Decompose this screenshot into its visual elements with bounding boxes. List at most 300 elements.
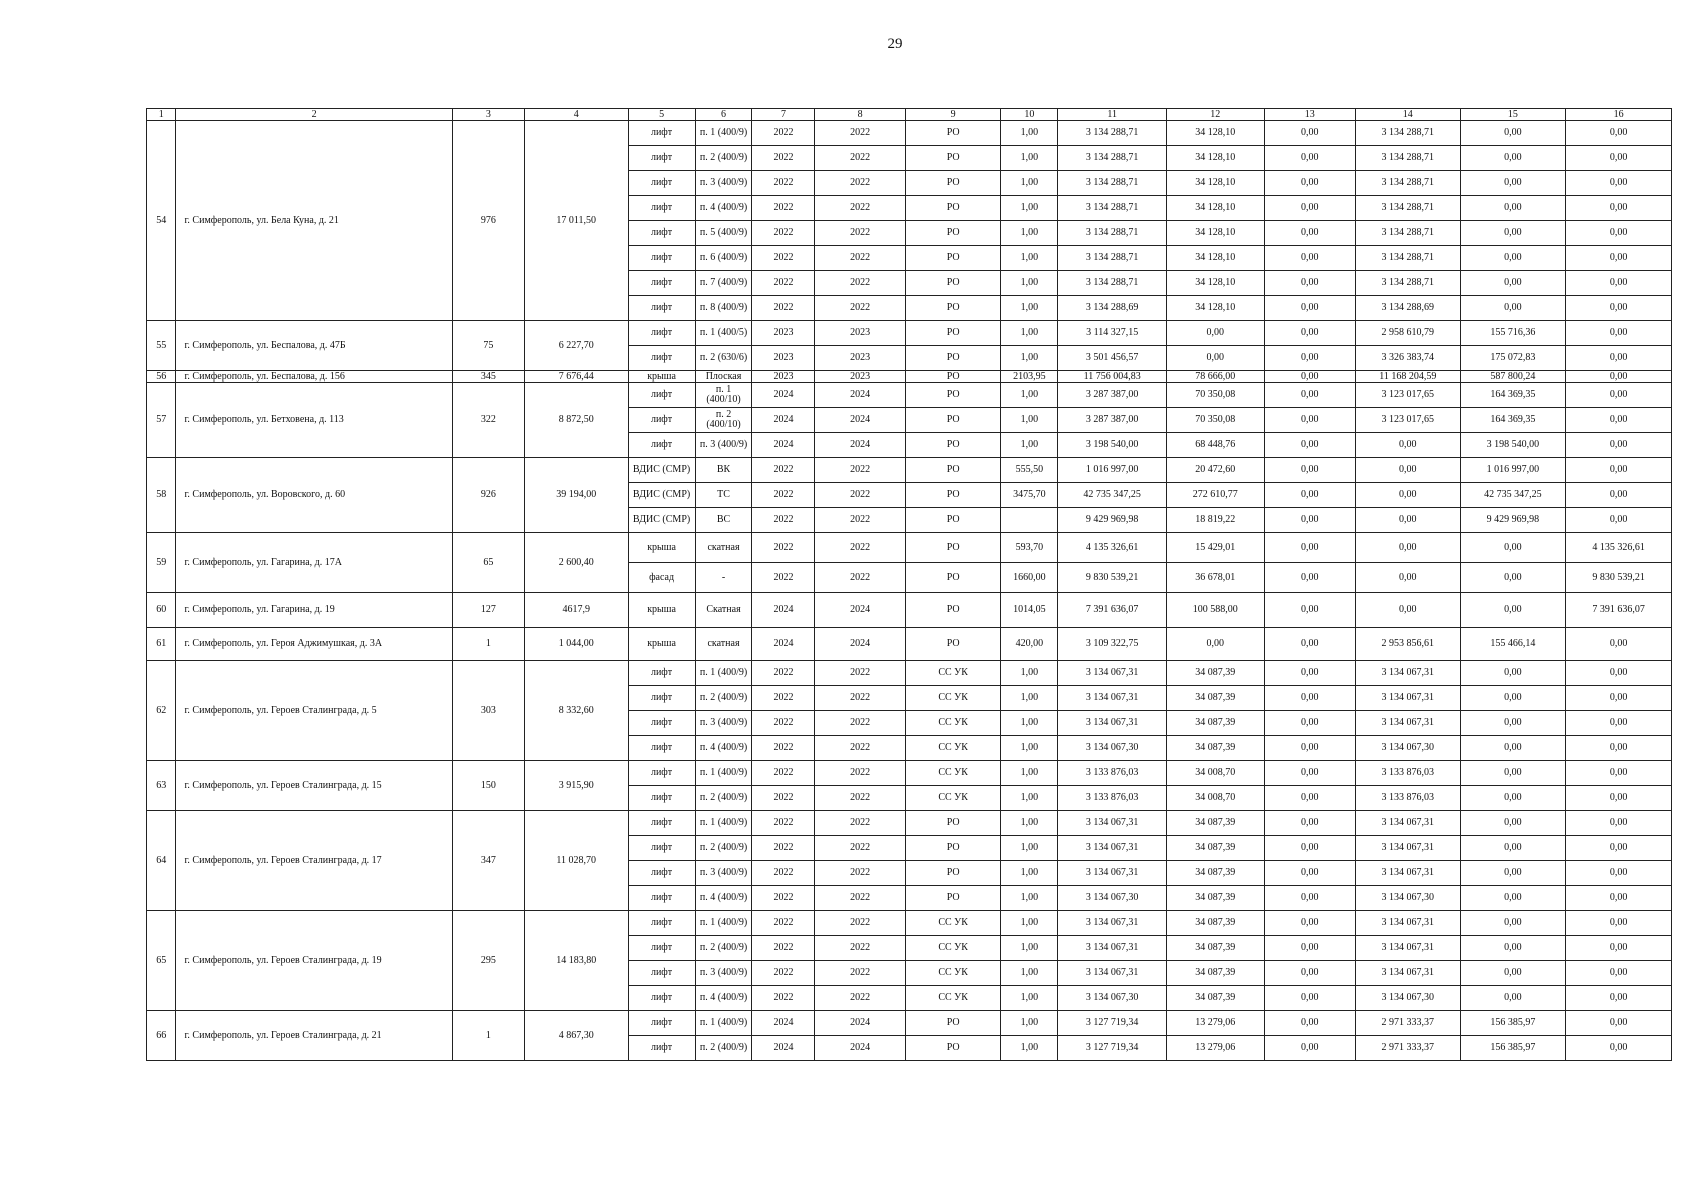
volume: 1,00 [1001,296,1058,321]
fund-col-14: 2 958 610,79 [1355,321,1460,346]
row-number: 58 [147,458,176,533]
fund-col-15: 42 735 347,25 [1460,483,1566,508]
house-area: 8 872,50 [524,383,628,458]
work-type: лифт [628,836,695,861]
fund-col-15: 155 466,14 [1460,628,1566,661]
year-start: 2022 [752,563,815,593]
fund-col-14: 2 971 333,37 [1355,1011,1460,1036]
column-number: 3 [452,109,524,121]
volume: 555,50 [1001,458,1058,483]
volume: 593,70 [1001,533,1058,563]
fund-col-14: 3 326 383,74 [1355,346,1460,371]
fund-col-15: 0,00 [1460,121,1566,146]
design-cost: 34 128,10 [1166,296,1264,321]
fund-col-14: 3 134 067,31 [1355,711,1460,736]
fund-col-13: 0,00 [1264,221,1355,246]
year-end: 2022 [815,146,905,171]
house-address: г. Симферополь, ул. Воровского, д. 60 [176,458,452,533]
year-end: 2022 [815,761,905,786]
year-start: 2022 [752,936,815,961]
fund-col-15: 0,00 [1460,171,1566,196]
column-3-value: 127 [452,593,524,628]
work-detail: п. 4 (400/9) [695,986,752,1011]
financing-source: РО [905,563,1001,593]
fund-col-15: 0,00 [1460,786,1566,811]
column-number: 5 [628,109,695,121]
design-cost: 34 087,39 [1166,811,1264,836]
financing-source: РО [905,483,1001,508]
volume: 1,00 [1001,961,1058,986]
fund-col-13: 0,00 [1264,246,1355,271]
volume: 1,00 [1001,171,1058,196]
year-end: 2024 [815,383,905,408]
fund-col-14: 3 133 876,03 [1355,786,1460,811]
fund-col-14: 3 134 067,30 [1355,986,1460,1011]
volume: 1,00 [1001,911,1058,936]
work-detail: п. 1 (400/9) [695,1011,752,1036]
financing-source: РО [905,861,1001,886]
work-type: лифт [628,296,695,321]
design-cost: 34 128,10 [1166,196,1264,221]
year-end: 2022 [815,483,905,508]
column-3-value: 347 [452,811,524,911]
row-number: 54 [147,121,176,321]
volume: 1,00 [1001,1011,1058,1036]
table-row [147,1011,1672,1036]
fund-col-16: 0,00 [1566,628,1672,661]
work-detail: Скатная [695,593,752,628]
fund-col-13: 0,00 [1264,121,1355,146]
fund-col-15: 0,00 [1460,961,1566,986]
financing-source: РО [905,383,1001,408]
year-end: 2024 [815,408,905,433]
table-row [147,911,1672,936]
work-type: лифт [628,383,695,408]
table-row [147,761,1672,786]
volume: 1,00 [1001,196,1058,221]
work-detail: п. 4 (400/9) [695,886,752,911]
work-detail: п. 1 (400/9) [695,761,752,786]
fund-col-16: 0,00 [1566,986,1672,1011]
table-row [147,121,1672,146]
work-detail: п. 3 (400/9) [695,433,752,458]
financing-source: РО [905,508,1001,533]
design-cost: 34 087,39 [1166,661,1264,686]
work-type: лифт [628,986,695,1011]
year-end: 2022 [815,246,905,271]
fund-col-13: 0,00 [1264,886,1355,911]
total-cost: 3 501 456,57 [1058,346,1167,371]
row-number: 64 [147,811,176,911]
work-detail: п. 4 (400/9) [695,736,752,761]
fund-col-15: 9 429 969,98 [1460,508,1566,533]
total-cost: 3 127 719,34 [1058,1011,1167,1036]
fund-col-14: 0,00 [1355,563,1460,593]
total-cost: 3 134 067,31 [1058,936,1167,961]
work-type: лифт [628,761,695,786]
column-3-value: 345 [452,371,524,383]
table-row [147,593,1672,628]
design-cost: 68 448,76 [1166,433,1264,458]
work-detail: п. 1 (400/9) [695,811,752,836]
year-end: 2022 [815,786,905,811]
volume: 1,00 [1001,246,1058,271]
fund-col-14: 3 133 876,03 [1355,761,1460,786]
design-cost: 34 128,10 [1166,221,1264,246]
work-type: лифт [628,1036,695,1061]
volume: 420,00 [1001,628,1058,661]
work-detail: ТС [695,483,752,508]
work-type: крыша [628,371,695,383]
year-end: 2022 [815,121,905,146]
volume: 1,00 [1001,886,1058,911]
house-address: г. Симферополь, ул. Гагарина, д. 17А [176,533,452,593]
year-end: 2023 [815,346,905,371]
house-area: 7 676,44 [524,371,628,383]
financing-source: СС УК [905,911,1001,936]
design-cost: 34 087,39 [1166,711,1264,736]
total-cost: 3 134 067,30 [1058,986,1167,1011]
work-detail: п. 1 (400/5) [695,321,752,346]
total-cost: 3 287 387,00 [1058,383,1167,408]
financing-source: РО [905,171,1001,196]
table-row [147,371,1672,383]
work-type: ВДИС (СМР) [628,483,695,508]
fund-col-13: 0,00 [1264,563,1355,593]
design-cost: 34 128,10 [1166,171,1264,196]
fund-col-15: 0,00 [1460,711,1566,736]
total-cost: 42 735 347,25 [1058,483,1167,508]
fund-col-16: 0,00 [1566,786,1672,811]
year-end: 2024 [815,628,905,661]
work-type: лифт [628,861,695,886]
year-start: 2022 [752,861,815,886]
work-detail: п. 2 (400/9) [695,1036,752,1061]
fund-col-14: 3 134 288,71 [1355,221,1460,246]
work-detail: п. 2 (400/10) [695,408,752,433]
house-area: 2 600,40 [524,533,628,593]
financing-source: СС УК [905,961,1001,986]
year-start: 2024 [752,628,815,661]
house-area: 4617,9 [524,593,628,628]
fund-col-13: 0,00 [1264,533,1355,563]
fund-col-13: 0,00 [1264,408,1355,433]
work-type: лифт [628,811,695,836]
work-detail: п. 2 (400/9) [695,836,752,861]
year-end: 2024 [815,1036,905,1061]
total-cost: 7 391 636,07 [1058,593,1167,628]
year-start: 2022 [752,221,815,246]
column-3-value: 926 [452,458,524,533]
column-number: 13 [1264,109,1355,121]
fund-col-16: 0,00 [1566,458,1672,483]
fund-col-16: 0,00 [1566,346,1672,371]
fund-col-14: 0,00 [1355,508,1460,533]
work-type: лифт [628,433,695,458]
fund-col-14: 3 123 017,65 [1355,408,1460,433]
fund-col-13: 0,00 [1264,911,1355,936]
year-start: 2023 [752,346,815,371]
year-end: 2022 [815,171,905,196]
work-detail: ВК [695,458,752,483]
year-end: 2022 [815,811,905,836]
total-cost: 3 134 067,31 [1058,661,1167,686]
house-address: г. Симферополь, ул. Героев Сталинграда, д. 17 [176,811,452,911]
volume: 1,00 [1001,1036,1058,1061]
table-row [147,458,1672,483]
fund-col-13: 0,00 [1264,1011,1355,1036]
fund-col-13: 0,00 [1264,936,1355,961]
table-row [147,383,1672,408]
financing-source: СС УК [905,936,1001,961]
fund-col-14: 3 134 067,31 [1355,686,1460,711]
fund-col-15: 0,00 [1460,986,1566,1011]
year-start: 2022 [752,786,815,811]
fund-col-15: 0,00 [1460,911,1566,936]
year-start: 2022 [752,911,815,936]
total-cost: 3 134 067,31 [1058,961,1167,986]
financing-source: РО [905,296,1001,321]
column-number: 7 [752,109,815,121]
year-start: 2022 [752,711,815,736]
year-end: 2023 [815,321,905,346]
row-number: 61 [147,628,176,661]
work-detail: п. 6 (400/9) [695,246,752,271]
total-cost: 3 134 288,71 [1058,146,1167,171]
financing-source: РО [905,593,1001,628]
design-cost: 34 128,10 [1166,146,1264,171]
total-cost: 3 287 387,00 [1058,408,1167,433]
column-number: 8 [815,109,905,121]
year-start: 2024 [752,433,815,458]
house-address: г. Симферополь, ул. Бетховена, д. 113 [176,383,452,458]
work-detail: Плоская [695,371,752,383]
fund-col-13: 0,00 [1264,961,1355,986]
total-cost: 3 134 288,71 [1058,271,1167,296]
volume: 1,00 [1001,761,1058,786]
fund-col-13: 0,00 [1264,171,1355,196]
design-cost: 70 350,08 [1166,383,1264,408]
volume: 1,00 [1001,661,1058,686]
year-start: 2024 [752,383,815,408]
financing-source: РО [905,221,1001,246]
fund-col-14: 11 168 204,59 [1355,371,1460,383]
year-end: 2024 [815,433,905,458]
design-cost: 100 588,00 [1166,593,1264,628]
total-cost: 3 109 322,75 [1058,628,1167,661]
volume: 1,00 [1001,271,1058,296]
year-start: 2024 [752,1011,815,1036]
design-cost: 272 610,77 [1166,483,1264,508]
column-number: 12 [1166,109,1264,121]
fund-col-13: 0,00 [1264,811,1355,836]
volume: 1,00 [1001,936,1058,961]
fund-col-15: 1 016 997,00 [1460,458,1566,483]
work-type: ВДИС (СМР) [628,508,695,533]
fund-col-15: 0,00 [1460,886,1566,911]
fund-col-16: 0,00 [1566,836,1672,861]
design-cost: 34 128,10 [1166,246,1264,271]
house-area: 1 044,00 [524,628,628,661]
house-address: г. Симферополь, ул. Героев Сталинграда, д. 5 [176,661,452,761]
financing-source: РО [905,408,1001,433]
fund-col-16: 0,00 [1566,246,1672,271]
fund-col-13: 0,00 [1264,483,1355,508]
work-type: лифт [628,171,695,196]
row-number: 66 [147,1011,176,1061]
row-number: 57 [147,383,176,458]
fund-col-16: 0,00 [1566,146,1672,171]
year-end: 2022 [815,961,905,986]
volume: 1014,05 [1001,593,1058,628]
fund-col-14: 2 953 856,61 [1355,628,1460,661]
fund-col-16: 0,00 [1566,1011,1672,1036]
fund-col-13: 0,00 [1264,146,1355,171]
fund-col-16: 7 391 636,07 [1566,593,1672,628]
work-type: лифт [628,121,695,146]
volume: 1,00 [1001,711,1058,736]
fund-col-16: 0,00 [1566,1036,1672,1061]
year-end: 2022 [815,661,905,686]
column-number: 1 [147,109,176,121]
work-detail: п. 2 (630/6) [695,346,752,371]
house-area: 4 867,30 [524,1011,628,1061]
year-end: 2022 [815,271,905,296]
fund-col-15: 0,00 [1460,593,1566,628]
fund-col-14: 3 134 288,71 [1355,146,1460,171]
design-cost: 34 087,39 [1166,961,1264,986]
fund-col-15: 0,00 [1460,736,1566,761]
work-detail: п. 3 (400/9) [695,171,752,196]
column-number: 6 [695,109,752,121]
work-detail: п. 2 (400/9) [695,936,752,961]
financing-source: СС УК [905,661,1001,686]
volume: 1,00 [1001,686,1058,711]
fund-col-15: 156 385,97 [1460,1036,1566,1061]
fund-col-15: 0,00 [1460,196,1566,221]
fund-col-15: 175 072,83 [1460,346,1566,371]
total-cost: 3 134 067,31 [1058,711,1167,736]
year-start: 2022 [752,961,815,986]
house-address: г. Симферополь, ул. Героев Сталинграда, д. 15 [176,761,452,811]
fund-col-14: 3 134 288,71 [1355,271,1460,296]
column-number: 16 [1566,109,1672,121]
year-start: 2022 [752,171,815,196]
column-3-value: 322 [452,383,524,458]
total-cost: 3 134 067,31 [1058,911,1167,936]
work-detail: п. 5 (400/9) [695,221,752,246]
fund-col-13: 0,00 [1264,786,1355,811]
fund-col-16: 0,00 [1566,661,1672,686]
year-end: 2024 [815,593,905,628]
fund-col-15: 0,00 [1460,661,1566,686]
fund-col-15: 0,00 [1460,811,1566,836]
fund-col-14: 3 134 288,69 [1355,296,1460,321]
design-cost: 34 087,39 [1166,861,1264,886]
house-area: 3 915,90 [524,761,628,811]
financing-source: РО [905,321,1001,346]
work-type: лифт [628,246,695,271]
work-detail: п. 1 (400/10) [695,383,752,408]
year-end: 2022 [815,886,905,911]
house-address: г. Симферополь, ул. Героя Аджимушкая, д. 3А [176,628,452,661]
volume: 1,00 [1001,836,1058,861]
work-detail: п. 7 (400/9) [695,271,752,296]
year-start: 2024 [752,593,815,628]
year-start: 2022 [752,271,815,296]
volume: 1,00 [1001,811,1058,836]
year-start: 2022 [752,483,815,508]
fund-col-14: 0,00 [1355,483,1460,508]
work-detail: скатная [695,628,752,661]
volume: 1,00 [1001,786,1058,811]
financing-source: РО [905,121,1001,146]
year-start: 2024 [752,1036,815,1061]
design-cost: 78 666,00 [1166,371,1264,383]
table-row [147,661,1672,686]
table-row [147,628,1672,661]
total-cost: 3 134 067,31 [1058,686,1167,711]
design-cost: 34 087,39 [1166,911,1264,936]
fund-col-15: 0,00 [1460,761,1566,786]
column-3-value: 295 [452,911,524,1011]
house-area: 14 183,80 [524,911,628,1011]
design-cost: 70 350,08 [1166,408,1264,433]
fund-col-14: 3 134 067,31 [1355,811,1460,836]
column-number: 2 [176,109,452,121]
work-detail: п. 2 (400/9) [695,786,752,811]
fund-col-16: 0,00 [1566,761,1672,786]
fund-col-13: 0,00 [1264,196,1355,221]
total-cost: 11 756 004,83 [1058,371,1167,383]
house-area: 39 194,00 [524,458,628,533]
fund-col-15: 164 369,35 [1460,383,1566,408]
total-cost: 3 134 067,30 [1058,736,1167,761]
work-detail: п. 1 (400/9) [695,661,752,686]
fund-col-16: 0,00 [1566,196,1672,221]
year-start: 2022 [752,458,815,483]
house-address: г. Симферополь, ул. Героев Сталинграда, д. 21 [176,1011,452,1061]
year-end: 2022 [815,836,905,861]
volume: 1,00 [1001,321,1058,346]
financing-source: РО [905,811,1001,836]
total-cost: 3 134 067,31 [1058,861,1167,886]
row-number: 62 [147,661,176,761]
work-type: ВДИС (СМР) [628,458,695,483]
design-cost: 34 087,39 [1166,686,1264,711]
work-type: крыша [628,593,695,628]
table-row [147,321,1672,346]
year-end: 2022 [815,533,905,563]
design-cost: 15 429,01 [1166,533,1264,563]
year-start: 2022 [752,761,815,786]
design-cost: 34 008,70 [1166,786,1264,811]
fund-col-16: 0,00 [1566,736,1672,761]
year-start: 2022 [752,661,815,686]
fund-col-16: 9 830 539,21 [1566,563,1672,593]
fund-col-16: 0,00 [1566,961,1672,986]
year-start: 2022 [752,686,815,711]
row-number: 56 [147,371,176,383]
work-detail: п. 3 (400/9) [695,711,752,736]
fund-col-15: 164 369,35 [1460,408,1566,433]
year-start: 2022 [752,811,815,836]
fund-col-16: 0,00 [1566,508,1672,533]
fund-col-16: 0,00 [1566,171,1672,196]
year-end: 2024 [815,1011,905,1036]
house-address: г. Симферополь, ул. Беспалова, д. 47Б [176,321,452,371]
volume: 1,00 [1001,433,1058,458]
